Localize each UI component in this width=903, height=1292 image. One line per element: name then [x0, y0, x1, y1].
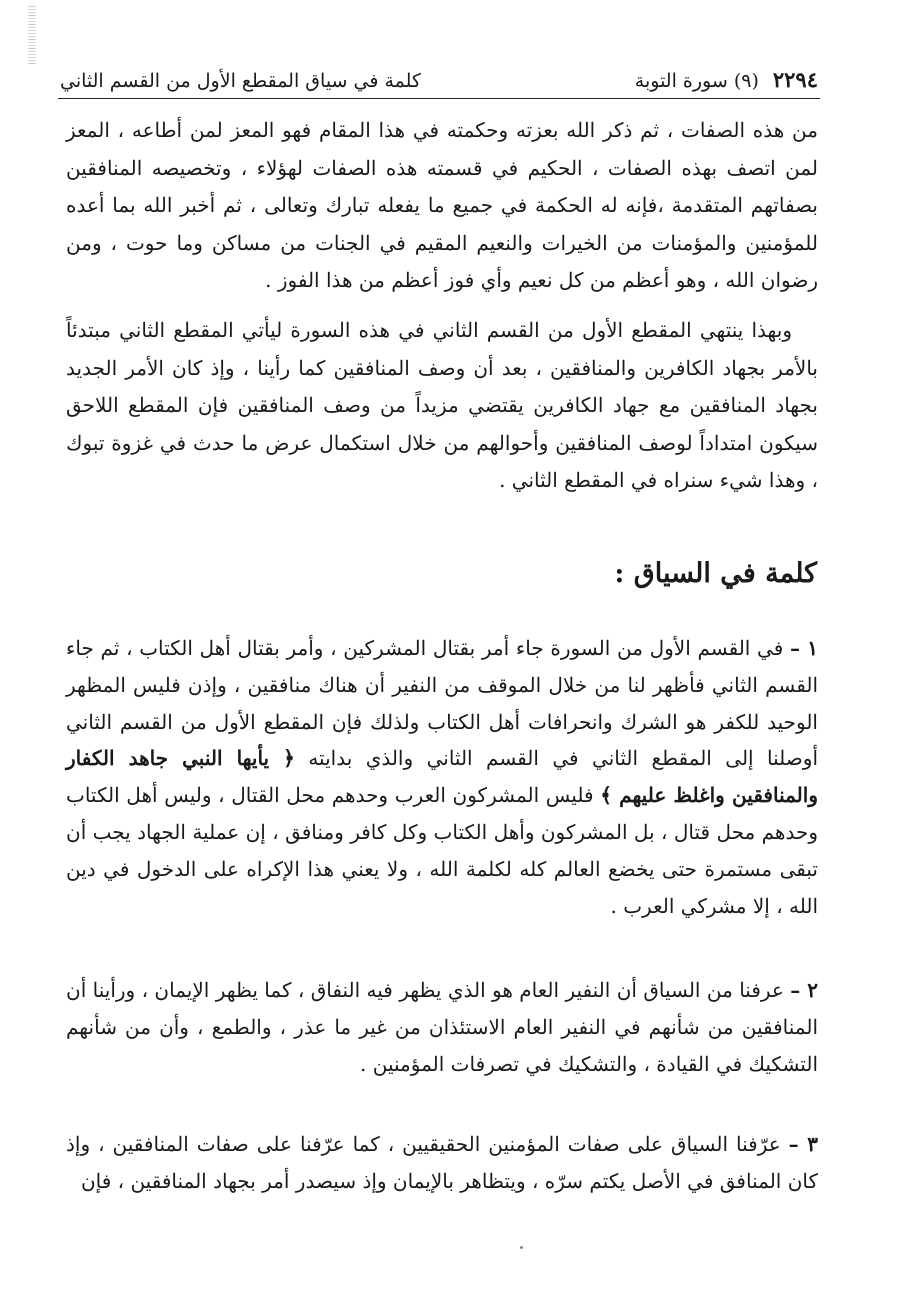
page-number: ٢٢٩٤ [772, 67, 818, 92]
running-header [60, 52, 818, 92]
point-1 [66, 630, 818, 924]
point-number: ٢ – [790, 978, 819, 1002]
point-number: ١ – [789, 636, 819, 660]
point-text: عرفنا من السياق أن النفير العام هو الذي يظهر فيه النفاق ، كما يظهر الإيمان ، ورأينا أن المنافقين من شأنهم في النفير العام الاستئذان من غير ما عذر ، والطمع ، وأن من شأنهم التشكيك في القيادة ، والتشكيك في تصرفات المؤمنين . [66, 978, 818, 1076]
point-text: في القسم الأول من السورة جاء أمر بقتال المشركين ، وأمر بقتال أهل الكتاب ، ثم جاء القسم الثاني فأظهر لنا من خلال الموقف من النفير أن هناك منافقين ، وإذن فليس المظهر الوحيد للكفر هو الشرك وانحرافات أهل الكتاب ولذلك فإن المقطع الأول من القسم الثاني أوصلنا إلى المقطع الثاني في القسم الثاني والذي بدايته [66, 636, 818, 771]
sura-name: (٩) سورة التوبة [634, 70, 759, 92]
paragraph-2: وبهذا ينتهي المقطع الأول من القسم الثاني في هذه السورة ليأتي المقطع الثاني مبتدئاً بالأمر بجهاد الكافرين والمنافقين ، بعد أن وصف المنافقين كما رأينا ، وإذ كان الأمر الجديد بجهاد المنافقين مع جهاد الكافرين يقتضي مزيداً من وصف المنافقين فإن المقطع اللاحق سيكون امتداداً لوصف المنافقين وأحوالهم من خلال استكمال عرض ما حدث في غزوة تبوك ، وهذا شيء سنراه في المقطع الثاني . [66, 317, 818, 493]
section-heading: كلمة في السياق : [614, 558, 817, 589]
point-3 [66, 1126, 818, 1200]
point-text: عرّفنا السياق على صفات المؤمنين الحقيقيين ، كما عرّفنا على صفات المنافقين ، وإذ كان المنافق في الأصل يكتم سرّه ، ويتظاهر بالإيمان وإذ سيصدر أمر بجهاد المنافقين ، فإن [66, 1132, 818, 1193]
main-text [66, 112, 818, 500]
header-right [635, 67, 818, 92]
point-number: ٣ – [788, 1132, 818, 1156]
section-running-title: كلمة في سياق المقطع الأول من القسم الثاني [60, 70, 421, 92]
scan-artifact [28, 6, 36, 66]
point-text-continued: فليس المشركون العرب وحدهم محل القتال ، وليس أهل الكتاب وحدهم محل قتال ، بل المشركون وأهل الكتاب وكل كافر ومنافق ، إن عملية الجهاد يجب أن تبقى مستمرة حتى يخضع العالم كله لكلمة الله ، ولا يعني هذا الإكراه على الدخول في دين الله ، إلا مشركي العرب . [66, 783, 818, 918]
point-2 [66, 972, 818, 1082]
print-speck [520, 1246, 523, 1249]
quran-quote: ﴿ يأيها النبي جاهد الكفار والمنافقين واغلظ عليهم ﴾ [66, 746, 818, 808]
paragraph-1: من هذه الصفات ، ثم ذكر الله بعزته وحكمته في هذا المقام فهو المعز لمن أطاعه ، المعز لمن اتصف بهذه الصفات ، الحكيم في قسمته هذه الصفات لهؤلاء ، وتخصيصه المنافقين بصفاتهم المتقدمة ،فإنه له الحكمة في جميع ما يفعله تبارك وتعالى ، ثم أخبر الله بما أعده للمؤمنين والمؤمنات من الخيرات والنعيم المقيم في الجنات من مساكن وما حوت ، ومن رضوان الله ، وهو أعظم من كل نعيم وأي فوز أعظم من هذا الفوز . [66, 118, 818, 293]
header-divider [58, 98, 820, 99]
